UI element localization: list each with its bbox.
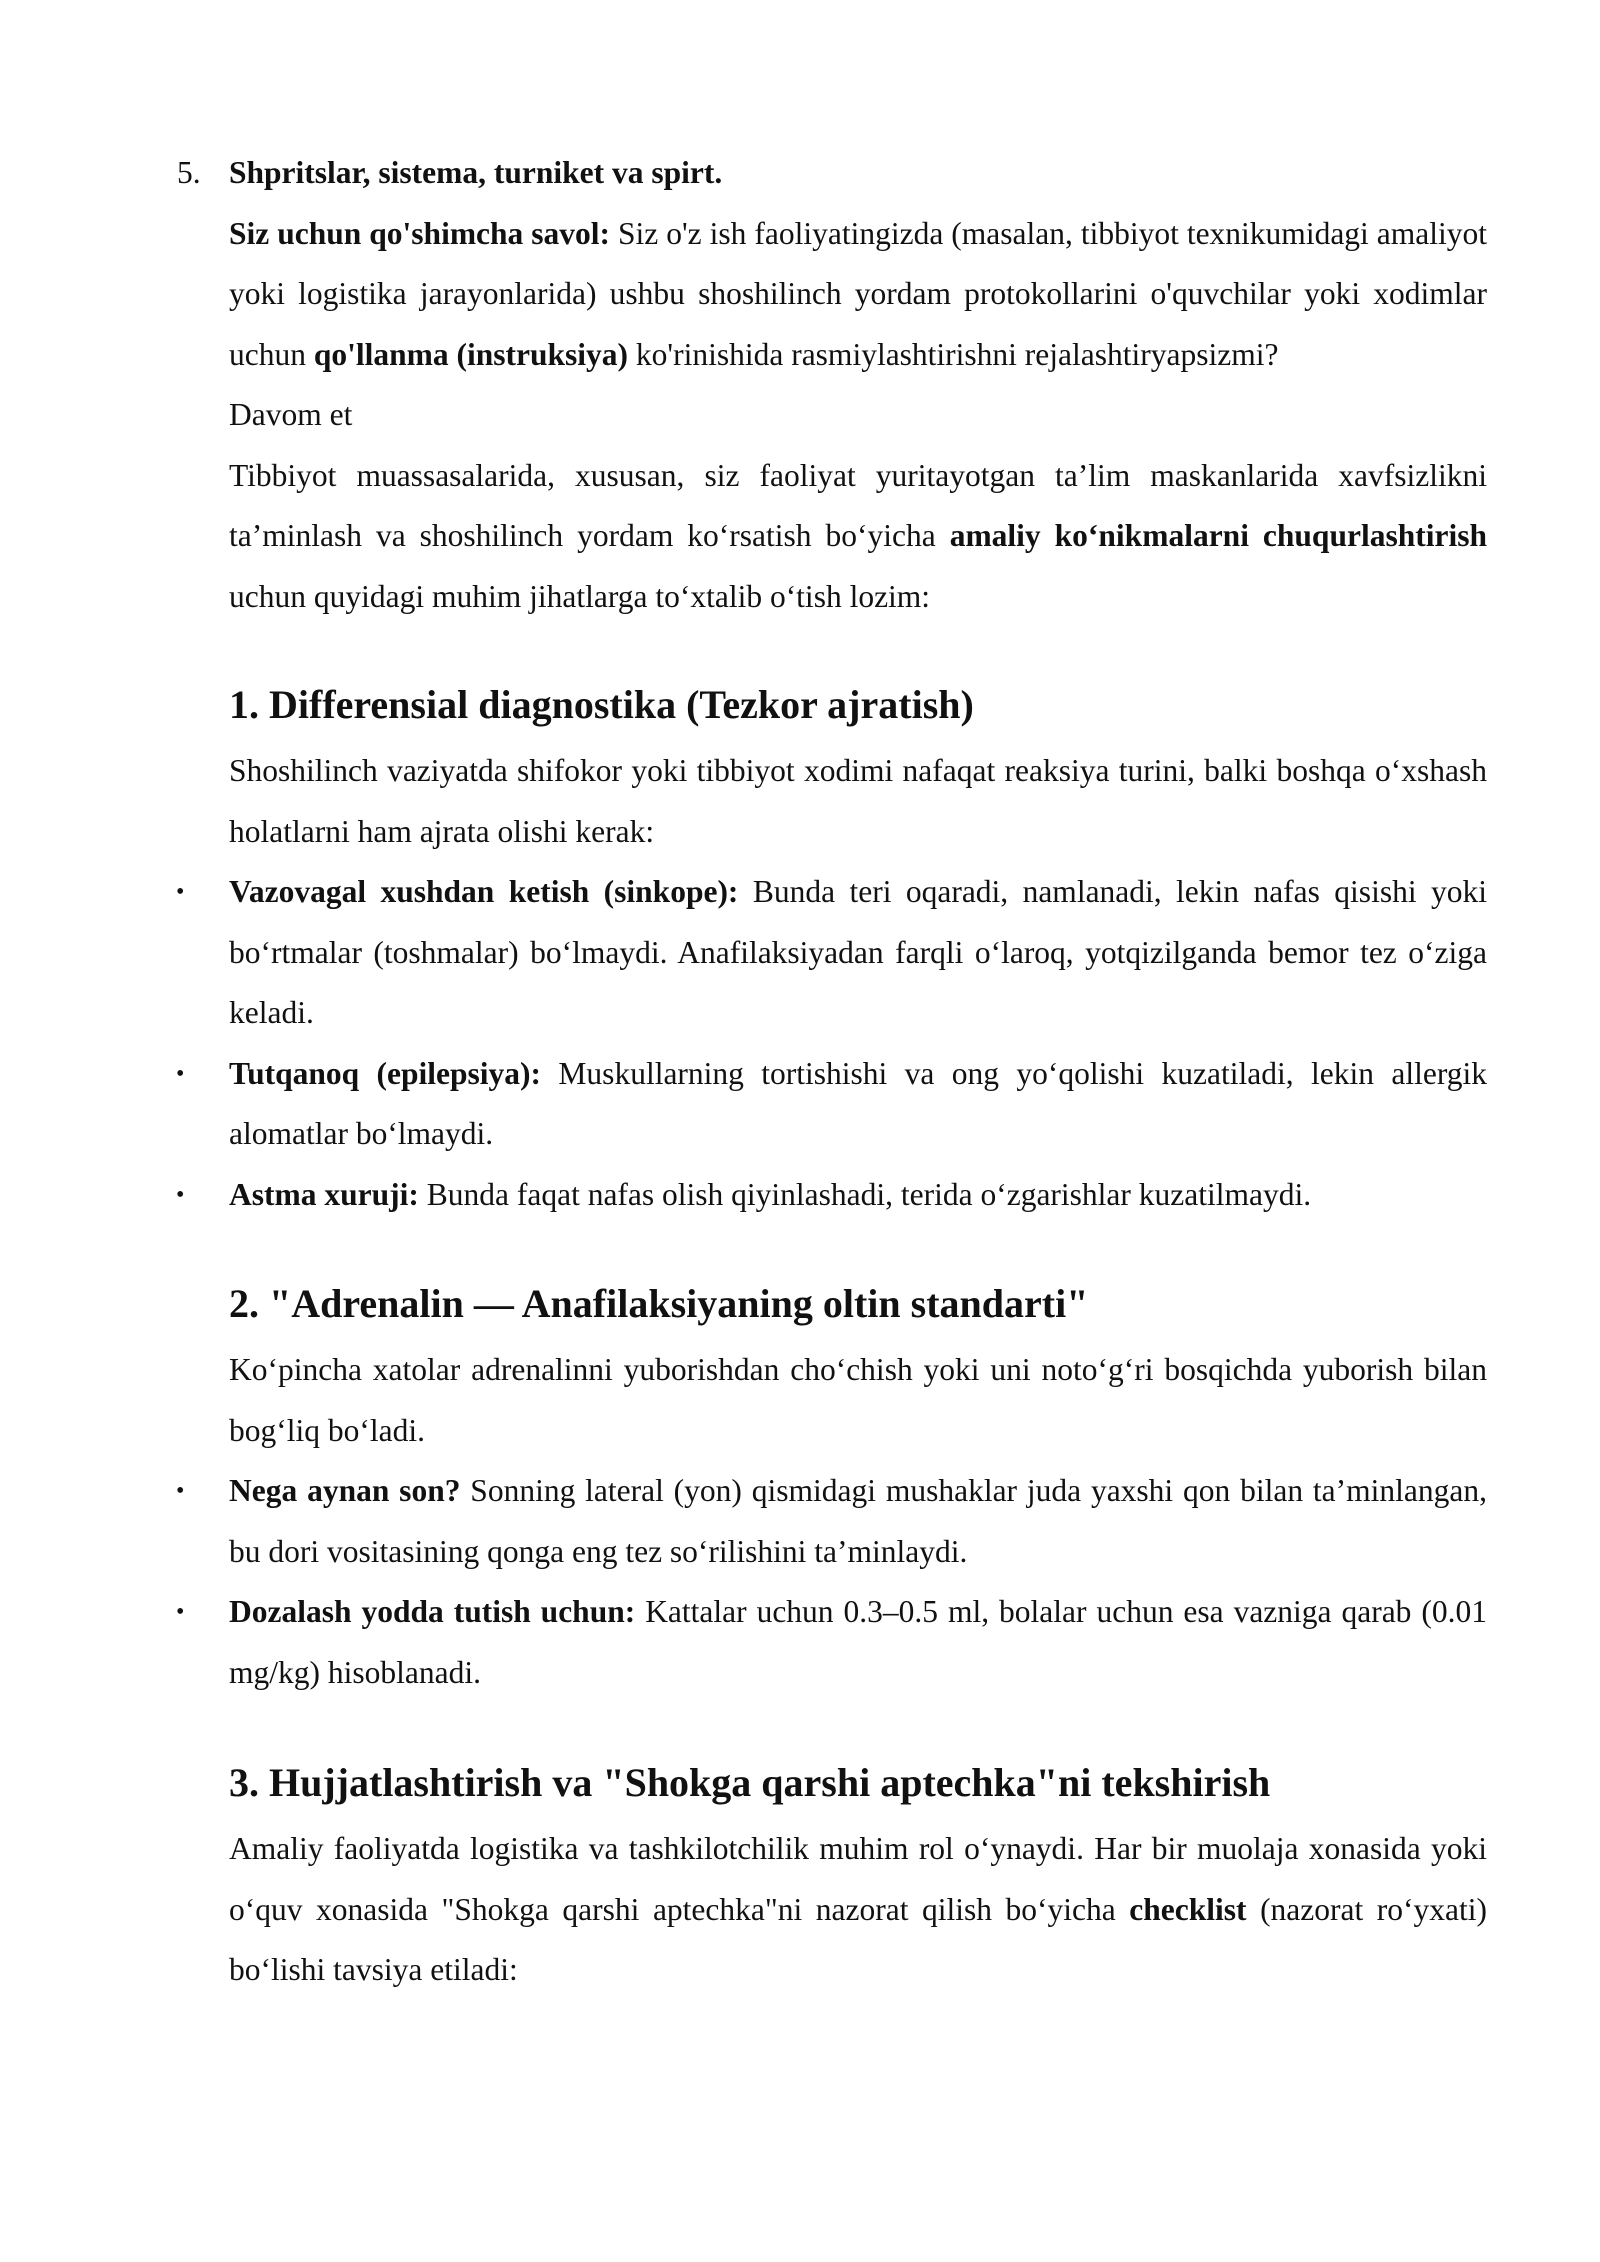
bullet-dot: • (176, 1181, 185, 1208)
bullet-bold: Vazovagal xushdan ketish (sinkope): (229, 874, 739, 909)
section-1-intro: Shoshilinch vaziyatda shifokor yoki tibbiyot xodimi nafaqat reaksiya turini, balki boshqa o‘xshash holatlarni ham ajrata olishi kerak: (229, 753, 1487, 849)
bullet-text: Kattalar uchun 0.3–0.5 ml, bolalar uchun esa vazniga qarab (0.01 mg/kg) hisoblanadi. (229, 1594, 1487, 1690)
bullet-item (176, 1165, 1487, 1226)
bullet-dot: • (176, 879, 185, 905)
bullet-text: Sonning lateral (yon) qismidagi mushaklar juda yaxshi qon bilan ta’minlangan, bu dori vositasining qonga eng tez so‘rilishini ta’minlaydi. (229, 1473, 1487, 1569)
intro-paragraph (229, 446, 1487, 628)
section-2-heading: 2. "Adrenalin — Anafilaksiyaning oltin standarti" (229, 1281, 1089, 1326)
question-text-before: Siz o'z ish faoliyatingizda (masalan, tibbiyot texnikumidagi amaliyot yoki logistika jarayonlarida) ushbu shoshilinch yordam protokollarini o'quvchilar yoki xodimlar uchun (229, 215, 1487, 372)
bullet-dot: • (176, 1060, 185, 1087)
list-item-5 (177, 143, 1487, 204)
document-content (176, 145, 1487, 2001)
bullet-dot: • (176, 1478, 185, 1504)
intro-text-before: Tibbiyot muassasalarida, xususan, siz faoliyat yuritayotgan ta’lim maskanlarida xavfsizlikni ta’minlash va shoshilinch yordam ko‘rsatish bo‘yicha (229, 457, 1487, 553)
section-3-intro-before: Amaliy faoliyatda logistika va tashkilotchilik muhim rol o‘ynaydi. Har bir muolaja xonasida yoki o‘quv xonasida "Shokga qarshi aptechka"ni nazorat qilish bo‘yicha (229, 1831, 1487, 1927)
intro-bold: amaliy ko‘nikmalarni chuqurlashtirish (949, 518, 1487, 553)
bullet-item (176, 1582, 1487, 1703)
section-3-intro (229, 1819, 1487, 2001)
section-3-intro-bold: checklist (1129, 1891, 1247, 1927)
bullet-item (176, 1461, 1487, 1582)
bullet-text: Bunda teri oqaradi, namlanadi, lekin nafas qisishi yoki bo‘rtmalar (toshmalar) bo‘lmaydi. Anafilaksiyadan farqli o‘laroq, yotqizilganda bemor tez o‘ziga keladi. (229, 874, 1487, 1030)
bullet-item (176, 862, 1487, 1044)
bullet-item (176, 1044, 1487, 1165)
bullet-bold: Dozalash yodda tutish uchun: (229, 1594, 636, 1629)
bullet-bold: Tutqanoq (epilepsiya): (229, 1055, 542, 1091)
section-1-heading: 1. Differensial diagnostika (Tezkor ajratish) (229, 682, 974, 727)
section-3-heading: 3. Hujjatlashtirish va "Shokga qarshi aptechka"ni tekshirish (229, 1760, 1271, 1805)
question-text-after: ko'rinishida rasmiylashtirishni rejalashtiryapsizmi? (628, 336, 1279, 372)
section-3-intro-after: (nazorat ro‘yxati) bo‘lishi tavsiya etiladi: (229, 1891, 1487, 1987)
question-bold: qo'llanma (instruksiya) (313, 336, 629, 372)
bullet-bold: Nega aynan son? (229, 1473, 461, 1508)
list-number: 5. (177, 155, 201, 190)
bullet-text: Muskullarning tortishishi va ong yo‘qolishi kuzatiladi, lekin allergik alomatlar bo‘lmaydi. (229, 1055, 1487, 1151)
bullet-dot: • (176, 1599, 185, 1625)
bullet-text: Bunda faqat nafas olish qiyinlashadi, terida o‘zgarishlar kuzatilmaydi. (418, 1176, 1312, 1212)
question-label: Siz uchun qo'shimcha savol: (229, 215, 611, 251)
question-paragraph (229, 204, 1487, 386)
section-2-intro: Ko‘pincha xatolar adrenalinni yuborishdan cho‘chish yoki uni noto‘g‘ri bosqichda yuborish bilan bog‘liq bo‘ladi. (229, 1352, 1487, 1448)
list-item-title: Shpritslar, sistema, turniket va spirt. (229, 155, 723, 190)
intro-text-after: uchun quyidagi muhim jihatlarga to‘xtalib o‘tish lozim: (229, 578, 931, 614)
continue-line: Davom et (229, 397, 353, 432)
bullet-bold: Astma xuruji: (229, 1176, 419, 1212)
